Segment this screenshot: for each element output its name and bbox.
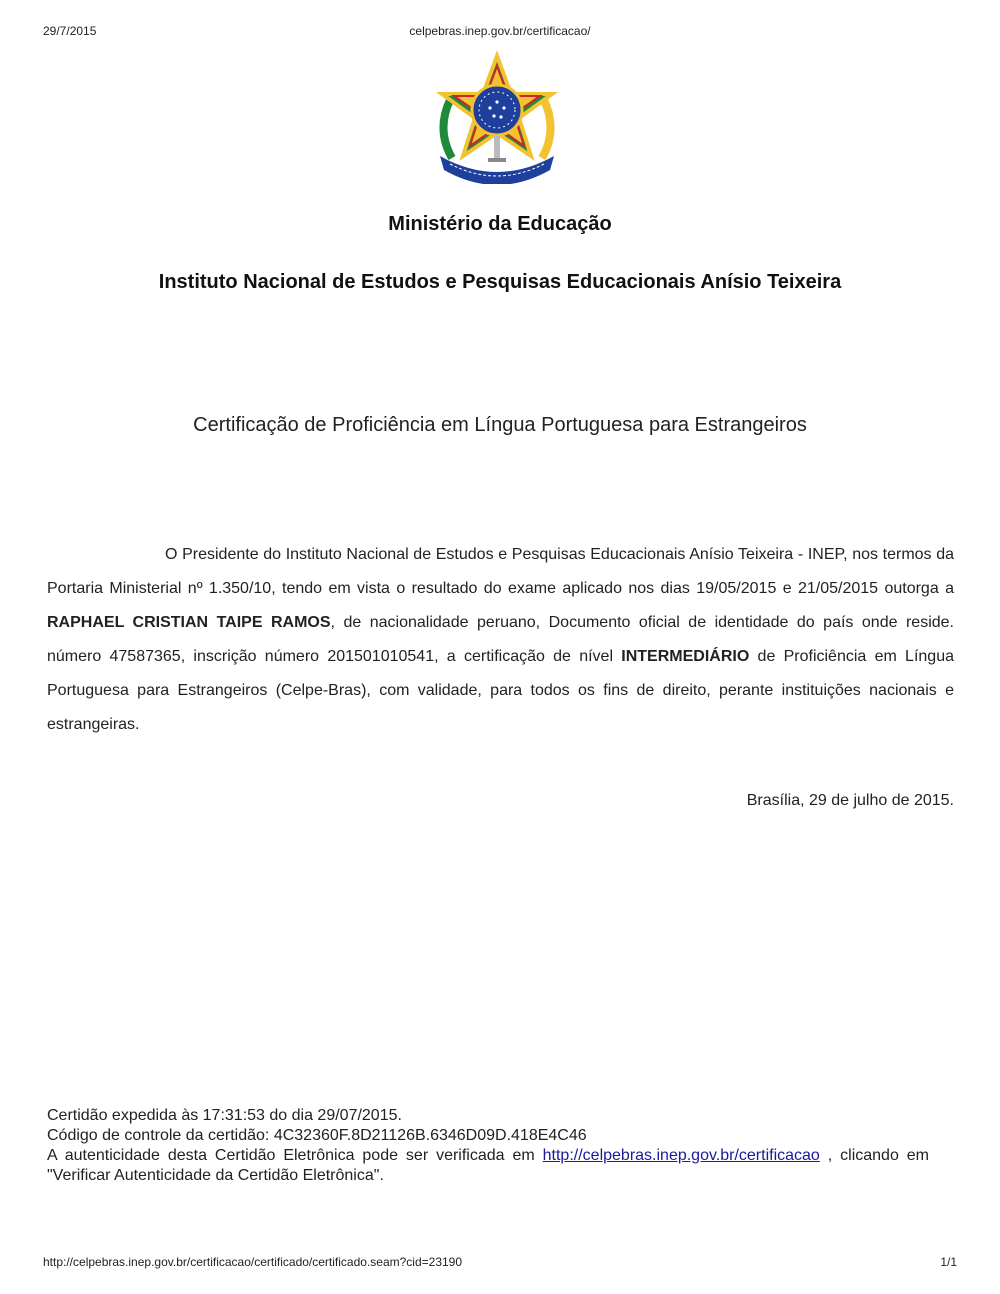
print-footer-url: http://celpebras.inep.gov.br/certificacao/certificado/certificado.seam?cid=23190: [43, 1255, 463, 1269]
print-url: celpebras.inep.gov.br/certificacao/: [409, 24, 591, 38]
print-header: [43, 24, 957, 40]
print-footer: [43, 1255, 957, 1271]
verify-prefix: A autenticidade desta Certidão Eletrônica pode ser verificada em: [47, 1147, 543, 1164]
verify-link[interactable]: http://celpebras.inep.gov.br/certificacao: [542, 1147, 820, 1164]
control-code-line: Código de controle da certidão: 4C32360F.8D21126B.6346D09D.418E4C46: [47, 1127, 587, 1144]
place-date: Brasília, 29 de julho de 2015.: [746, 792, 954, 809]
proficiency-level: INTERMEDIÁRIO: [621, 648, 750, 665]
verify-line: [47, 1146, 929, 1186]
body-text-part1: O Presidente do Instituto Nacional de Estudos e Pesquisas Educacionais Anísio Teixeira - INEP, nos termos da Portaria Ministerial nº 1.350/10, tendo em vista o resultado do exame aplicado nos dias 19/05/2015 e 21/05/2015 outorga a: [47, 546, 954, 597]
verify-suffix: , clicando em "Verificar Autenticidade da Certidão Eletrônica".: [47, 1147, 929, 1184]
issued-line: Certidão expedida às 17:31:53 do dia 29/07/2015.: [47, 1107, 402, 1124]
body-text-part2: , de nacionalidade peruano, Documento oficial de identidade do país onde reside. número 47587365, inscrição número 201501010541, a certificação de nível: [47, 614, 955, 665]
certificate-title: Certificação de Proficiência em Língua Portuguesa para Estrangeiros: [193, 414, 807, 436]
page-number: 1/1: [940, 1255, 957, 1269]
certificate-body: [47, 538, 954, 742]
body-text-part3: de Proficiência em Língua Portuguesa para Estrangeiros (Celpe-Bras), com validade, para todos os fins de direito, perante instituições nacionais e estrangeiras.: [47, 648, 954, 733]
institute-title: Instituto Nacional de Estudos e Pesquisas Educacionais Anísio Teixeira: [158, 271, 842, 293]
candidate-name: RAPHAEL CRISTIAN TAIPE RAMOS: [47, 614, 331, 631]
print-date: 29/7/2015: [43, 24, 97, 38]
certificate-footer: [47, 1106, 929, 1186]
ministry-title: Ministério da Educação: [388, 213, 612, 235]
coat-of-arms-icon: [430, 50, 564, 184]
